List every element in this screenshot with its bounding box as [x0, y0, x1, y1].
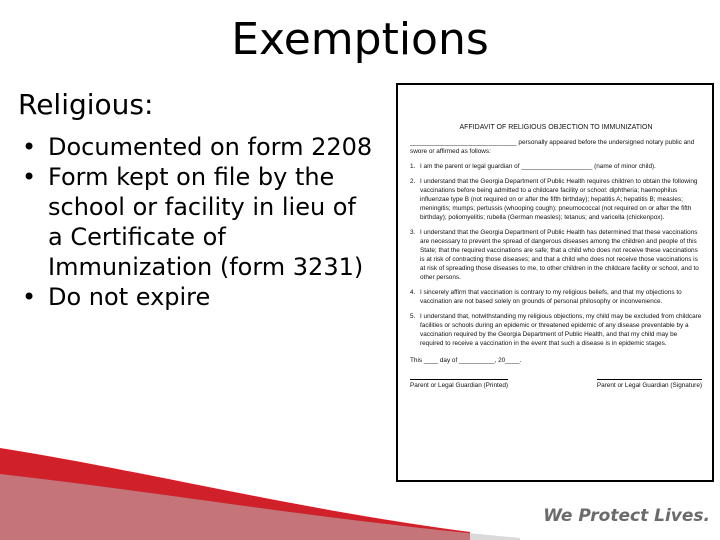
- bullet-list: [18, 132, 378, 312]
- signature-printed-label: Parent or Legal Guardian (Printed): [410, 379, 508, 390]
- signature-signed-label: Parent or Legal Guardian (Signature): [597, 379, 702, 390]
- form-intro-2: swore or affirmed as follows:: [410, 148, 491, 155]
- paragraph-number: 5.: [410, 313, 416, 320]
- paragraph-number: 2.: [410, 178, 416, 185]
- section-heading: Religious:: [18, 88, 154, 121]
- affidavit-form: [410, 123, 702, 390]
- form-date-line: This ____ day of __________, 20____.: [410, 357, 522, 364]
- paragraph-text: I understand that the Georgia Department of Public Health requires children to obtain the following vaccinations before being admitted to a childcare facility or school: diphtheria; haemophilus influenzae type B (not required on or after the fifth birthday); hepatitis A; hepatitis B; measles; meningitis; mumps; pertussis (whooping cough); pneumococcal (not required on or after the fifth birthday); poliomyelitis; rubella (German measles); tetanus; and varicella (chickenpox).: [420, 178, 698, 221]
- paragraph-text: I understand that the Georgia Department of Public Health has determined that these vaccinations are necessary to prevent the spread of dangerous diseases among the children and people of this State; that the required vaccinations are safe; that a child who does not receive these vaccinations is at risk of contracting those diseases; and that a child who does not receive those vaccinations is at risk of spreading those diseases to me, to other children in the childcare facility or school, and to other persons.: [420, 229, 699, 281]
- form-intro: ______________________________ personally appeared before the undersigned notary public and: [410, 139, 695, 146]
- form-title: AFFIDAVIT OF RELIGIOUS OBJECTION TO IMMUNIZATION: [459, 124, 653, 131]
- slide-title: Exemptions: [231, 14, 489, 65]
- form-paragraph: [410, 288, 702, 306]
- paragraph-number: 1.: [410, 163, 416, 170]
- brand-tagline: We Protect Lives.: [543, 506, 710, 526]
- paragraph-text: I understand that, notwithstanding my religious objections, my child may be excluded from childcare facilities or schools during an epidemic or threatened epidemic of any disease preventable by a vaccination required by the Georgia Department of Public Health, and that my child may be required to receive a vaccination in the event that such a disease is in epidemic stages.: [420, 313, 702, 347]
- bullet-item: • Do not expire: [18, 282, 378, 312]
- paragraph-number: 4.: [410, 289, 416, 296]
- form-paragraph: [410, 312, 702, 348]
- bullet-item: • Documented on form 2208: [18, 132, 378, 162]
- form-paragraph: [410, 177, 702, 222]
- signature-row: [410, 379, 702, 390]
- form-2208-image: [396, 83, 714, 482]
- form-paragraph: [410, 162, 702, 171]
- paragraph-number: 3.: [410, 229, 416, 236]
- form-paragraph: [410, 228, 702, 282]
- paragraph-text: I am the parent or legal guardian of ____________________ (name of minor child).: [420, 163, 656, 170]
- paragraph-text: I sincerely affirm that vaccination is contrary to my religious beliefs, and that my objections to vaccination are not based solely on grounds of personal philosophy or inconvenience.: [420, 289, 682, 305]
- bullet-item: • Form kept on file by the school or facility in lieu of a Certificate of Immunization (form 3231): [18, 162, 378, 282]
